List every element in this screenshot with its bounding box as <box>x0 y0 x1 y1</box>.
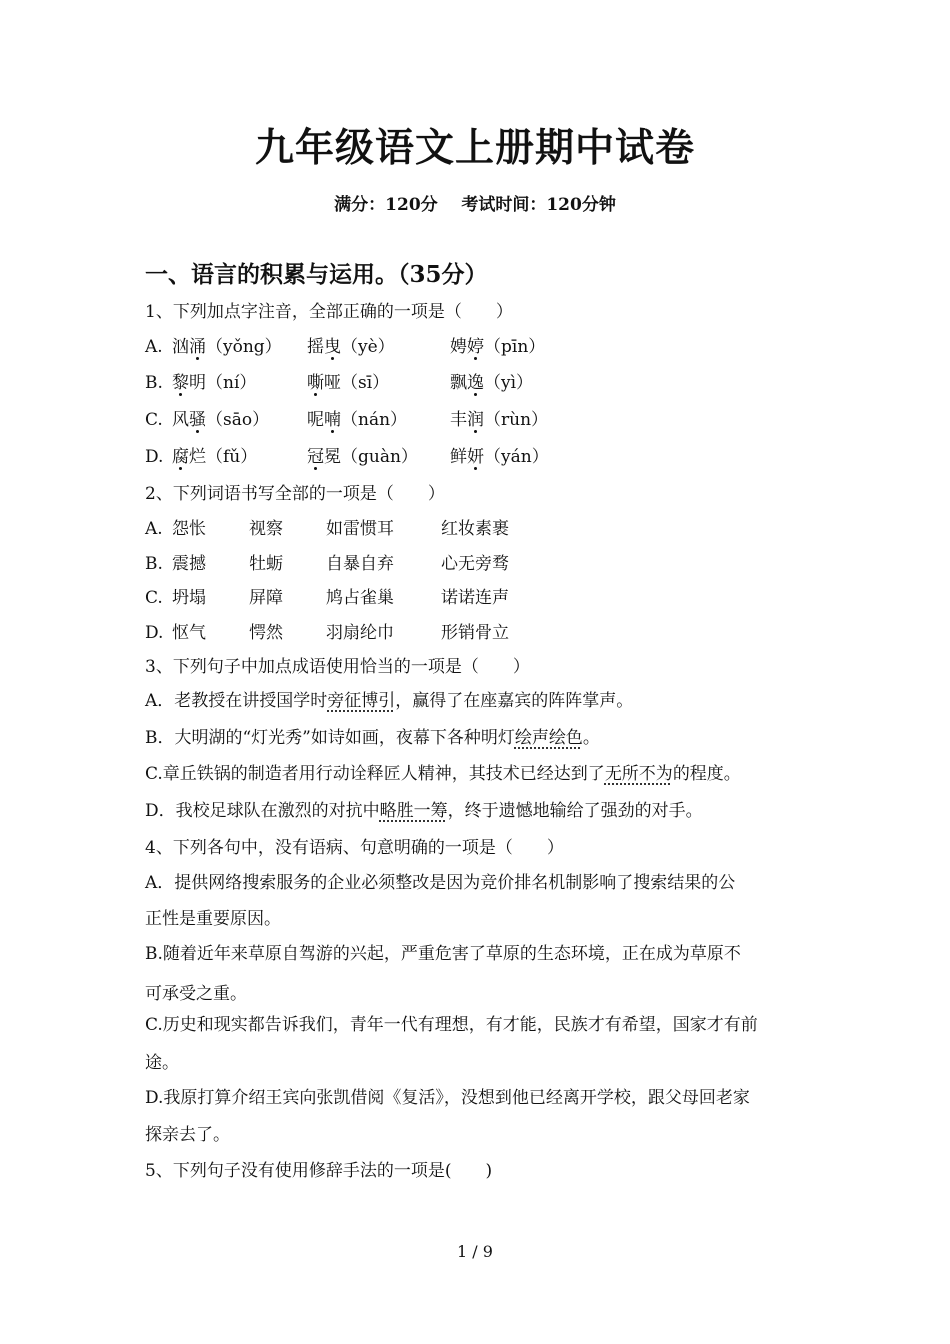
question-4-stem: 4、下列各句中，没有语病、句意明确的一项是（ ） <box>145 838 564 858</box>
q4-option-d-line2: 探亲去了。 <box>145 1125 230 1145</box>
q4-option-a-line1: A．提供网络搜索服务的企业必须整改是因为竞价排名机制影响了搜索结果的公 <box>145 873 736 893</box>
q4-option-c-line2: 途。 <box>145 1053 179 1073</box>
q4-option-b-line2: 可承受之重。 <box>145 984 247 1004</box>
question-2-stem: 2、下列词语书写全部的一项是（ ） <box>145 484 445 504</box>
question-5-stem: 5、下列句子没有使用修辞手法的一项是( ) <box>145 1161 493 1181</box>
q4-option-c-line1: C.历史和现实都告诉我们，青年一代有理想，有才能，民族才有希望，国家才有前 <box>145 1015 758 1035</box>
exam-subtitle: 满分：120分 考试时间：120分钟 <box>334 195 616 215</box>
page-number: 1 / 9 <box>457 1242 493 1261</box>
exam-title: 九年级语文上册期中试卷 <box>254 125 695 171</box>
dotted-idiom: 无所不为 <box>604 764 673 784</box>
question-1-stem: 1、下列加点字注音，全部正确的一项是（ ） <box>145 302 513 322</box>
q4-option-d-line1: D.我原打算介绍王宾向张凯借阅《复活》，没想到他已经离开学校，跟父母回老家 <box>145 1088 750 1108</box>
q3-option-c: C.章丘铁锅的制造者用行动诠释匠人精神，其技术已经达到了无所不为的程度。 <box>145 764 741 784</box>
dotted-idiom: 略胜一筹 <box>379 801 448 821</box>
q3-option-d: D．我校足球队在激烈的对抗中略胜一筹，终于遗憾地输给了强劲的对手。 <box>145 801 703 821</box>
exam-page: 九年级语文上册期中试卷 满分：120分 考试时间：120分钟 一、语言的积累与运用。（35分） 1、下列加点字注音，全部正确的一项是（ ） A. 汹涌（yǒng） 摇曳（yè） 娉婷（pīn） B. 黎明（ní） 嘶哑（sī） 飘逸（yì） C. 风骚（sāo） 呢喃（nán） 丰润（rùn） D. 腐烂（fǔ） 冠冕（guàn） 鲜妍（yán） 2、下列词语书写全部的一项是（ ） A. 怨怅 视察 如雷惯耳 红妆素裹 B. 震撼 牡蛎 自暴自弃 心无旁骛 C. 坍塌 屏障 鸠占雀巢 诺诺连声 D. 怄气 愕然 羽扇纶巾 形销骨立 3、下列句子中加点成语使用恰当的一项是（ ） A．老教授在讲授国学时旁征博引，赢得了在座嘉宾的阵阵掌声。 B．大明湖的“灯光秀”如诗如画，夜幕下各种明灯绘声绘色。 C.章丘铁锅的制造者用行动诠释匠人精神，其技术已经达到了无所不为的程度。 D．我校足球队在激烈的对抗中略胜一筹，终于遗憾地输给了强劲的对手。 4、下列各句中，没有语病、句意明确的一项是（ ） A．提供网络搜索服务的企业必须整改是因为竞价排名机制影响了搜索结果的公 正性是重要原因。 B.随着近年来草原自驾游的兴起，严重危害了草原的生态环境，正在成为草原不 可承受之重。 C.历史和现实都告诉我们，青年一代有理想，有才能，民族才有希望，国家才有前 途。 D.我原打算介绍王宾向张凯借阅《复活》，没想到他已经离开学校，跟父母回老家 探亲去了。 5、下列句子没有使用修辞手法的一项是( ) 1 / 9 <box>0 0 950 1344</box>
q4-option-a-line2: 正性是重要原因。 <box>145 909 281 929</box>
q3-option-b: B．大明湖的“灯光秀”如诗如画，夜幕下各种明灯绘声绘色。 <box>145 728 600 748</box>
question-3-stem: 3、下列句子中加点成语使用恰当的一项是（ ） <box>145 657 530 677</box>
q3-option-a: A．老教授在讲授国学时旁征博引，赢得了在座嘉宾的阵阵掌声。 <box>145 691 634 711</box>
q4-option-b-line1: B.随着近年来草原自驾游的兴起，严重危害了草原的生态环境，正在成为草原不 <box>145 944 741 964</box>
dotted-idiom: 旁征博引 <box>327 691 396 711</box>
section-heading: 一、语言的积累与运用。（35分） <box>145 261 488 288</box>
dotted-idiom: 绘声绘色 <box>514 728 583 748</box>
